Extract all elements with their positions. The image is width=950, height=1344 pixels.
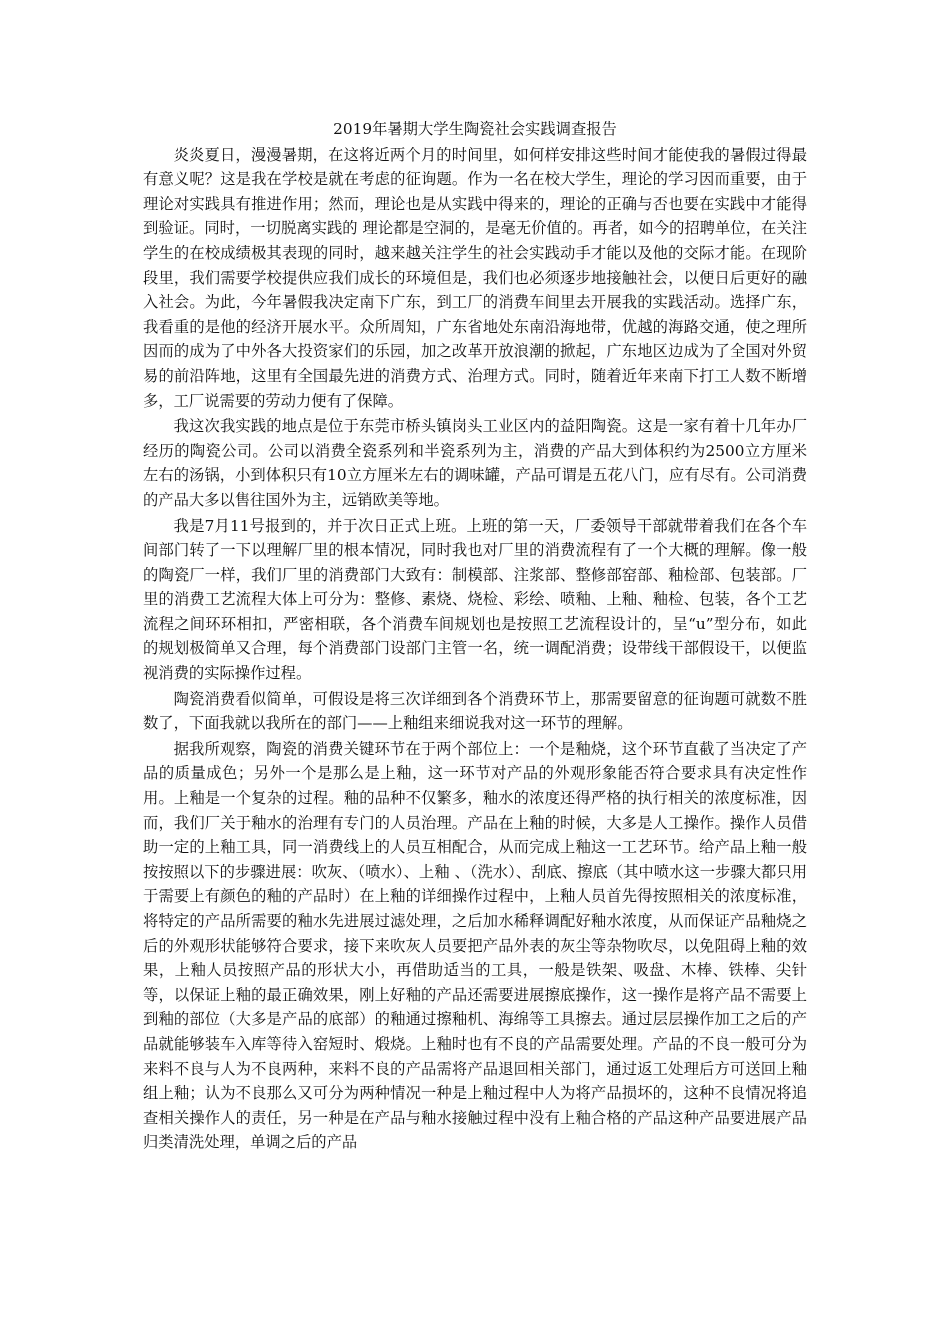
paragraph-location: 我这次我实践的地点是位于东莞市桥头镇岗头工业区内的益阳陶瓷。这是一家有着十几年办厂经历的陶瓷公司。公司以消费全瓷系列和半瓷系列为主，消费的产品大到体积约为2500立方厘米左右的汤锅，小到体积只有10立方厘米左右的调味罐，产品可谓是五花八门，应有尽有。公司消费的产品大多以售往国外为主，远销欧美等地。 (143, 417, 807, 509)
paragraph-first-day: 我是7月11号报到的，并于次日正式上班。上班的第一天，厂委领导干部就带着我们在各个车间部门转了一下以理解厂里的根本情况，同时我也对厂里的消费流程有了一个大概的理解。像一般的陶瓷厂一样，我们厂里的消费部门大致有：制模部、注浆部、整修部窑部、釉检部、包装部。厂里的消费工艺流程大体上可分为：整修、素烧、烧检、彩绘、喷釉、上釉、釉检、包装，各个工艺流程之间环环相扣，严密相联，各个消费车间规划也是按照工艺流程设计的，呈“u”型分布，如此的规划极简单又合理，每个消费部门设部门主管一名，统一调配消费；设带线干部假设干，以便监视消费的实际操作过程。 (143, 516, 807, 683)
paragraph-glazing-intro: 陶瓷消费看似简单，可假设是将三次详细到各个消费环节上，那需要留意的征询题可就数不胜数了，下面我就以我所在的部门——上釉组来细说我对这一环节的理解。 (143, 689, 807, 733)
paragraph-intro: 炎炎夏日，漫漫暑期，在这将近两个月的时间里，如何样安排这些时间才能使我的暑假过得最有意义呢？这是我在学校是就在考虑的征询题。作为一名在校大学生，理论的学习因而重要，由于理论对实践具有推进作用；然而，理论也是从实践中得来的，理论的正确与否也要在实践中才能得到验证。同时，一切脱离实践的 理论都是空洞的，是毫无价值的。再者，如今的招聘单位，在关注学生的在校成绩极其表现的同时，越来越关注学生的社会实践动手才能以及他的交际才能。在现阶段里，我们需要学校提供应我们成长的环境但是，我们也必须逐步地接触社会，以便日后更好的融入社会。为此，今年暑假我决定南下广东，到工厂的消费车间里去开展我的实践活动。选择广东，我看重的是他的经济开展水平。众所周知，广东省地处东南沿海地带，优越的海路交通，使之理所因而的成为了中外各大投资家们的乐园，加之改革开放浪潮的掀起，广东地区边成为了全国对外贸易的前沿阵地，这里有全国最先进的消费方式、治理方式。同时，随着近年来南下打工人数不断增多，工厂说需要的劳动力便有了保障。 (143, 145, 807, 410)
paragraph-glazing-process: 据我所观察，陶瓷的消费关键环节在于两个部位上：一个是釉烧，这个环节直截了当决定了产品的质量成色；另外一个是那么是上釉，这一环节对产品的外观形象能否符合要求具有决定性作用。上釉是一个复杂的过程。釉的品种不仅繁多，釉水的浓度还得严格的执行相关的浓度标准，因而，我们厂关于釉水的治理有专门的人员治理。产品在上釉的时候，大多是人工操作。操作人员借助一定的上釉工具，同一消费线上的人员互相配合，从而完成上釉这一工艺环节。给产品上釉一般按按照以下的步骤进展：吹灰、（喷水）、上釉 、（洗水）、刮底、擦底（其中喷水这一步骤大都只用于需要上有颜色的釉的产品时）在上釉的详细操作过程中，上釉人员首先得按照相关的浓度标准，将特定的产品所需要的釉水先进展过滤处理，之后加水稀释调配好釉水浓度，从而保证产品釉烧之后的外观形状能够符合要求，接下来吹灰人员要把产品外表的灰尘等杂物吹尽，以免阻碍上釉的效果，上釉人员按照产品的形状大小，再借助适当的工具，一般是铁架、吸盘、木棒、铁棒、尖针等，以保证上釉的最正确效果，刚上好釉的产品还需要进展擦底操作，这一操作是将产品不需要上到釉的部位（大多是产品的底部）的釉通过擦釉机、海绵等工具擦去。通过层层操作加工之后的产品就能够装车入库等待入窑短时、煅烧。上釉时也有不良的产品需要处理。产品的不良一般可分为来料不良与人为不良两种，来料不良的产品需将产品退回相关部门，通过返工处理后方可送回上釉组上釉；认为不良那么又可分为两种情况一种是上釉过程中人为将产品损坏的，这种不良情况将追查相关操作人的责任，另一种是在产品与釉水接触过程中没有上釉合格的产品这种产品要进展产品归类清洗处理，单调之后的产品 (143, 739, 807, 1152)
document-body (143, 117, 807, 1156)
document-title: 2019年暑期大学生陶瓷社会实践调查报告 (333, 120, 617, 138)
